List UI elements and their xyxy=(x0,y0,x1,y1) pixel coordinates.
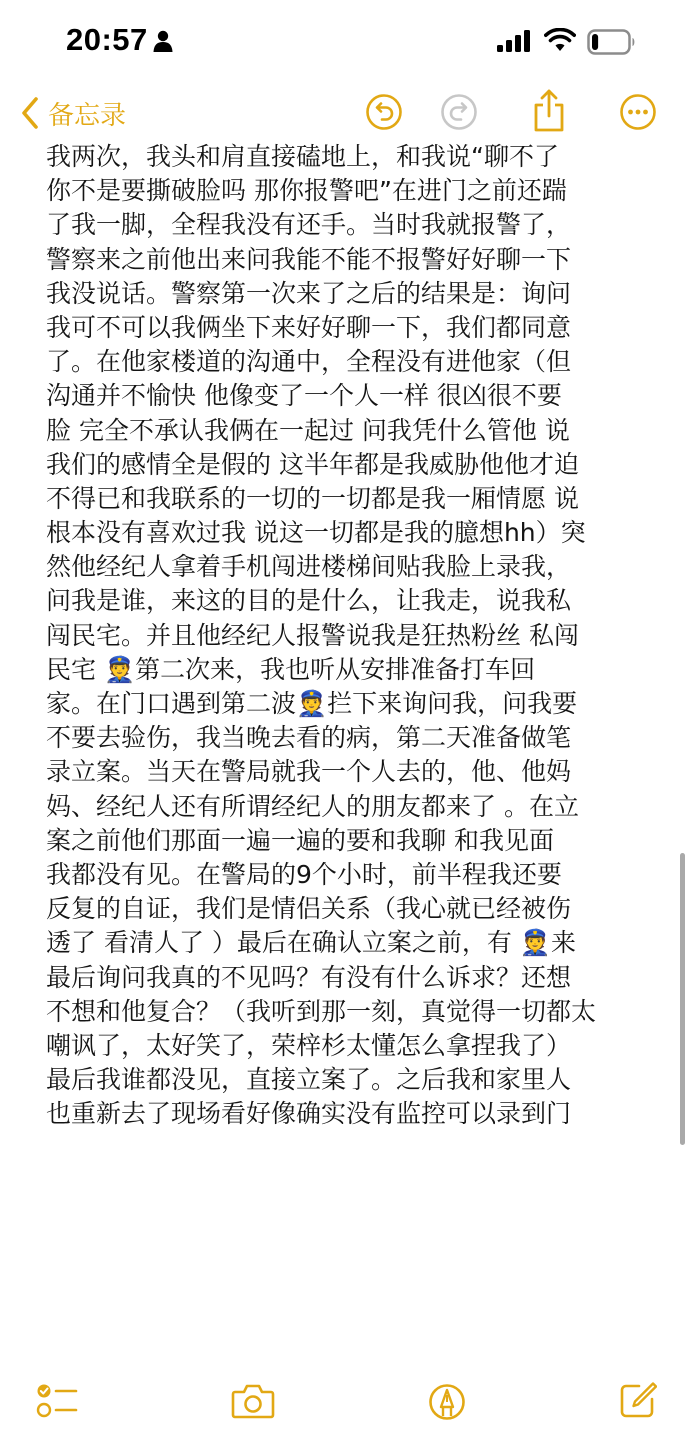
note-line: 我都没有见。在警局的9个小时，前半程我还要 xyxy=(46,859,562,889)
scrollbar[interactable] xyxy=(680,853,685,1145)
undo-icon[interactable] xyxy=(365,93,403,131)
nav-bar xyxy=(0,84,690,142)
redo-icon[interactable] xyxy=(440,93,478,131)
note-line: 沟通并不愉快 他像变了一个人一样 很凶很不要 xyxy=(46,381,562,411)
note-line: 警察来之前他出来问我能不能不报警好好聊一下 xyxy=(46,244,572,274)
note-line: 问我是谁，来这的目的是什么，让我走，说我私 xyxy=(46,586,572,616)
note-line: 脸 完全不承认我俩在一起过 问我凭什么管他 说 xyxy=(46,415,570,445)
note-line: 我没说话。警察第一次来了之后的结果是：询问 xyxy=(46,278,572,308)
share-icon[interactable] xyxy=(531,88,567,134)
note-text-area[interactable] xyxy=(46,140,656,1362)
markup-pen-icon[interactable] xyxy=(428,1383,466,1421)
person-icon xyxy=(153,30,173,52)
note-line: 不要去验伤，我当晚去看的病，第二天准备做笔 xyxy=(46,723,572,753)
camera-icon[interactable] xyxy=(231,1383,275,1419)
note-line: 我两次，我头和肩直接磕地上，和我说“聊不了 xyxy=(46,142,559,171)
chevron-left-icon xyxy=(20,97,40,129)
note-line: 案之前他们那面一遍一遍的要和我聊 和我见面 xyxy=(46,825,554,855)
more-icon[interactable] xyxy=(619,93,657,131)
bottom-toolbar xyxy=(0,1370,690,1431)
status-bar xyxy=(0,0,690,84)
note-line: 不得已和我联系的一切的一切都是我一厢情愿 说 xyxy=(46,483,579,513)
note-line: 最后询问我真的不见吗？有没有什么诉求？还想 xyxy=(46,962,572,992)
note-line: 闯民宅。并且他经纪人报警说我是狂热粉丝 私闯 xyxy=(46,620,579,650)
note-line: 根本没有喜欢过我 说这一切都是我的臆想hh）突 xyxy=(46,518,586,548)
note-line: 民宅 👮第二次来，我也听从安排准备打车回 xyxy=(46,654,536,684)
note-line: 最后我谁都没见，直接立案了。之后我和家里人 xyxy=(46,1065,572,1095)
compose-icon[interactable] xyxy=(619,1381,657,1419)
note-line: 嘲讽了，太好笑了，荣梓杉太懂怎么拿捏我了） xyxy=(46,1030,572,1060)
wifi-icon xyxy=(544,28,576,52)
checklist-icon[interactable] xyxy=(36,1382,78,1420)
note-line: 了。在他家楼道的沟通中，全程没有进他家（但 xyxy=(46,347,572,377)
note-line: 我们的感情全是假的 这半年都是我威胁他他才迫 xyxy=(46,449,579,479)
battery-icon xyxy=(587,29,637,55)
note-line: 录立案。当天在警局就我一个人去的，他、他妈 xyxy=(46,757,572,787)
note-line: 妈、经纪人还有所谓经纪人的朋友都来了 。在立 xyxy=(46,791,579,821)
note-line: 我可不可以我俩坐下来好好聊一下，我们都同意 xyxy=(46,312,572,342)
back-label: 备忘录 xyxy=(48,100,127,131)
note-line: 也重新去了现场看好像确实没有监控可以录到门 xyxy=(46,1099,572,1129)
back-button[interactable] xyxy=(20,92,126,134)
cellular-signal-icon xyxy=(497,30,533,52)
note-line: 反复的自证，我们是情侣关系（我心就已经被伤 xyxy=(46,894,572,924)
note-line: 透了 看清人了 ）最后在确认立案之前，有 👮来 xyxy=(46,928,576,958)
note-line: 不想和他复合？（我听到那一刻，真觉得一切都太 xyxy=(46,996,597,1026)
status-time: 20:57 xyxy=(66,22,148,57)
note-line: 了我一脚，全程我没有还手。当时我就报警了， xyxy=(46,210,572,240)
note-line: 你不是要撕破脸吗 那你报警吧”在进门之前还踹 xyxy=(46,176,567,206)
note-line: 然他经纪人拿着手机闯进楼梯间贴我脸上录我， xyxy=(46,552,572,582)
note-line: 家。在门口遇到第二波👮拦下来询问我，问我要 xyxy=(46,689,578,718)
